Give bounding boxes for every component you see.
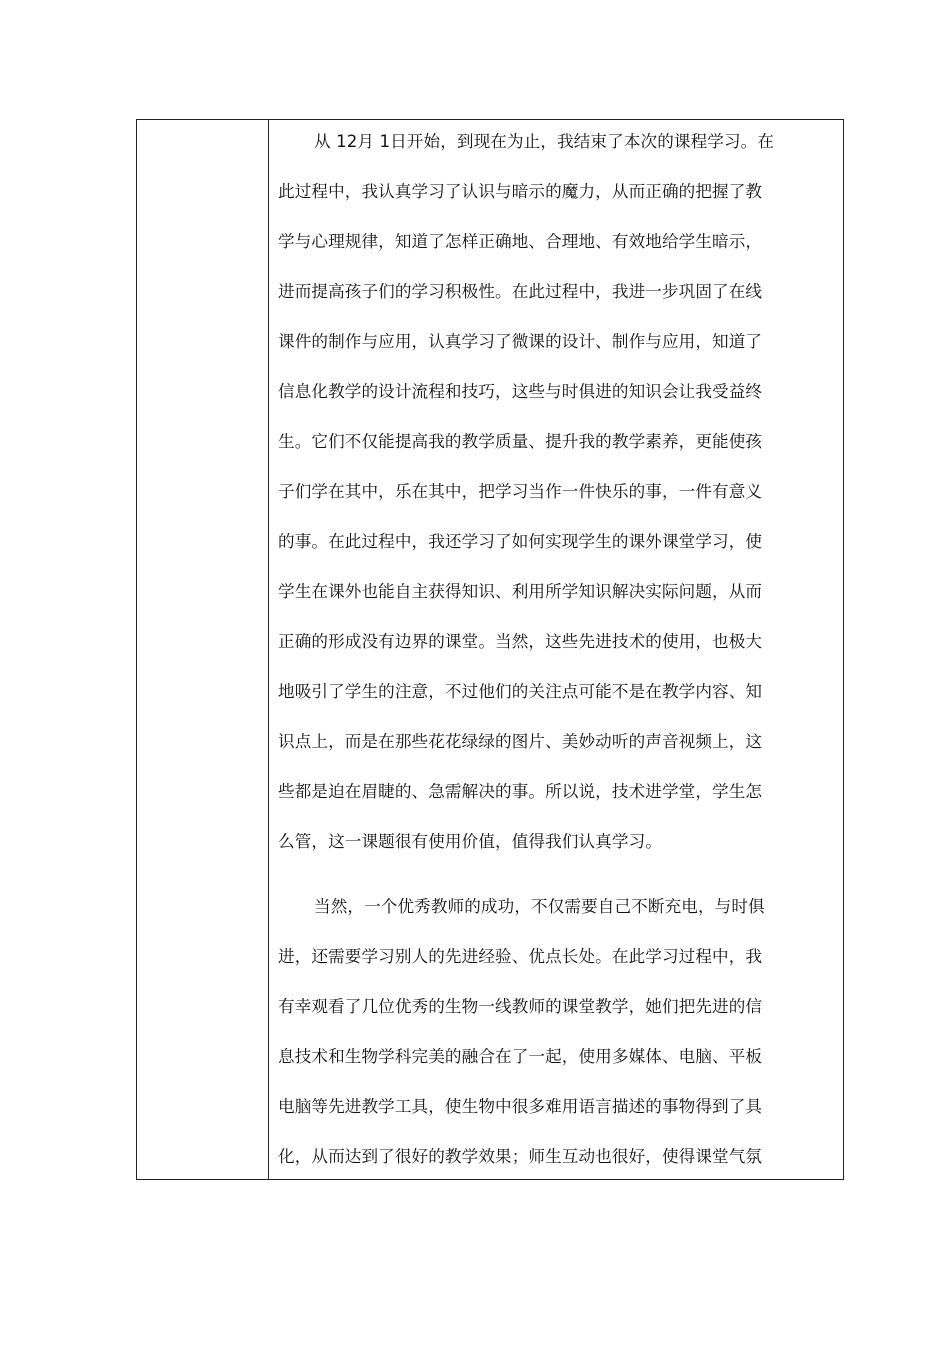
paragraph-1 [278, 127, 843, 877]
text-line: 么管，这一课题很有使用价值，值得我们认真学习。 [278, 832, 662, 851]
text-line: 课件的制作与应用，认真学习了微课的设计、制作与应用，知道了 [278, 332, 763, 351]
text-line: 正确的形成没有边界的课堂。当然，这些先进技术的使用，也极大 [278, 632, 763, 651]
paragraph-2 [278, 892, 843, 1179]
text-line: 有幸观看了几位优秀的生物一线教师的课堂教学，她们把先进的信 [278, 997, 763, 1016]
text-line: 电脑等先进教学工具，使生物中很多难用语言描述的事物得到了具 [278, 1097, 763, 1116]
text-line: 化，从而达到了很好的教学效果；师生互动也很好，使得课堂气氛 [278, 1147, 763, 1166]
text-line: 地吸引了学生的注意，不过他们的关注点可能不是在教学内容、知 [278, 682, 763, 701]
text-line: 学与心理规律，知道了怎样正确地、合理地、有效地给学生暗示， [278, 232, 763, 251]
text-line: 识点上，而是在那些花花绿绿的图片、美妙动听的声音视频上，这 [278, 732, 763, 751]
text-line: 信息化教学的设计流程和技巧，这些与时俱进的知识会让我受益终 [278, 382, 763, 401]
text-line: 的事。在此过程中，我还学习了如何实现学生的课外课堂学习，使 [278, 532, 763, 551]
text-line: 子们学在其中，乐在其中，把学习当作一件快乐的事，一件有意义 [278, 482, 763, 501]
text-line: 当然，一个优秀教师的成功，不仅需要自己不断充电，与时俱 [314, 897, 765, 916]
text-line: 息技术和生物学科完美的融合在了一起，使用多媒体、电脑、平板 [278, 1047, 763, 1066]
document-table [136, 119, 844, 1180]
table-content-cell [269, 120, 843, 1179]
text-line: 生。它们不仅能提高我的教学质量、提升我的教学素养，更能使孩 [278, 432, 763, 451]
text-line: 进，还需要学习别人的先进经验、优点长处。在此学习过程中，我 [278, 947, 763, 966]
text-line: 从 12月 1日开始，到现在为止，我结束了本次的课程学习。在 [314, 132, 775, 151]
text-line: 学生在课外也能自主获得知识、利用所学知识解决实际问题，从而 [278, 582, 763, 601]
text-line: 此过程中，我认真学习了认识与暗示的魔力，从而正确的把握了教 [278, 182, 763, 201]
text-line: 进而提高孩子们的学习积极性。在此过程中，我进一步巩固了在线 [278, 282, 763, 301]
paragraph-gap [278, 877, 843, 892]
table-label-cell [137, 120, 269, 1179]
text-line: 些都是迫在眉睫的、急需解决的事。所以说，技术进学堂，学生怎 [278, 782, 763, 801]
